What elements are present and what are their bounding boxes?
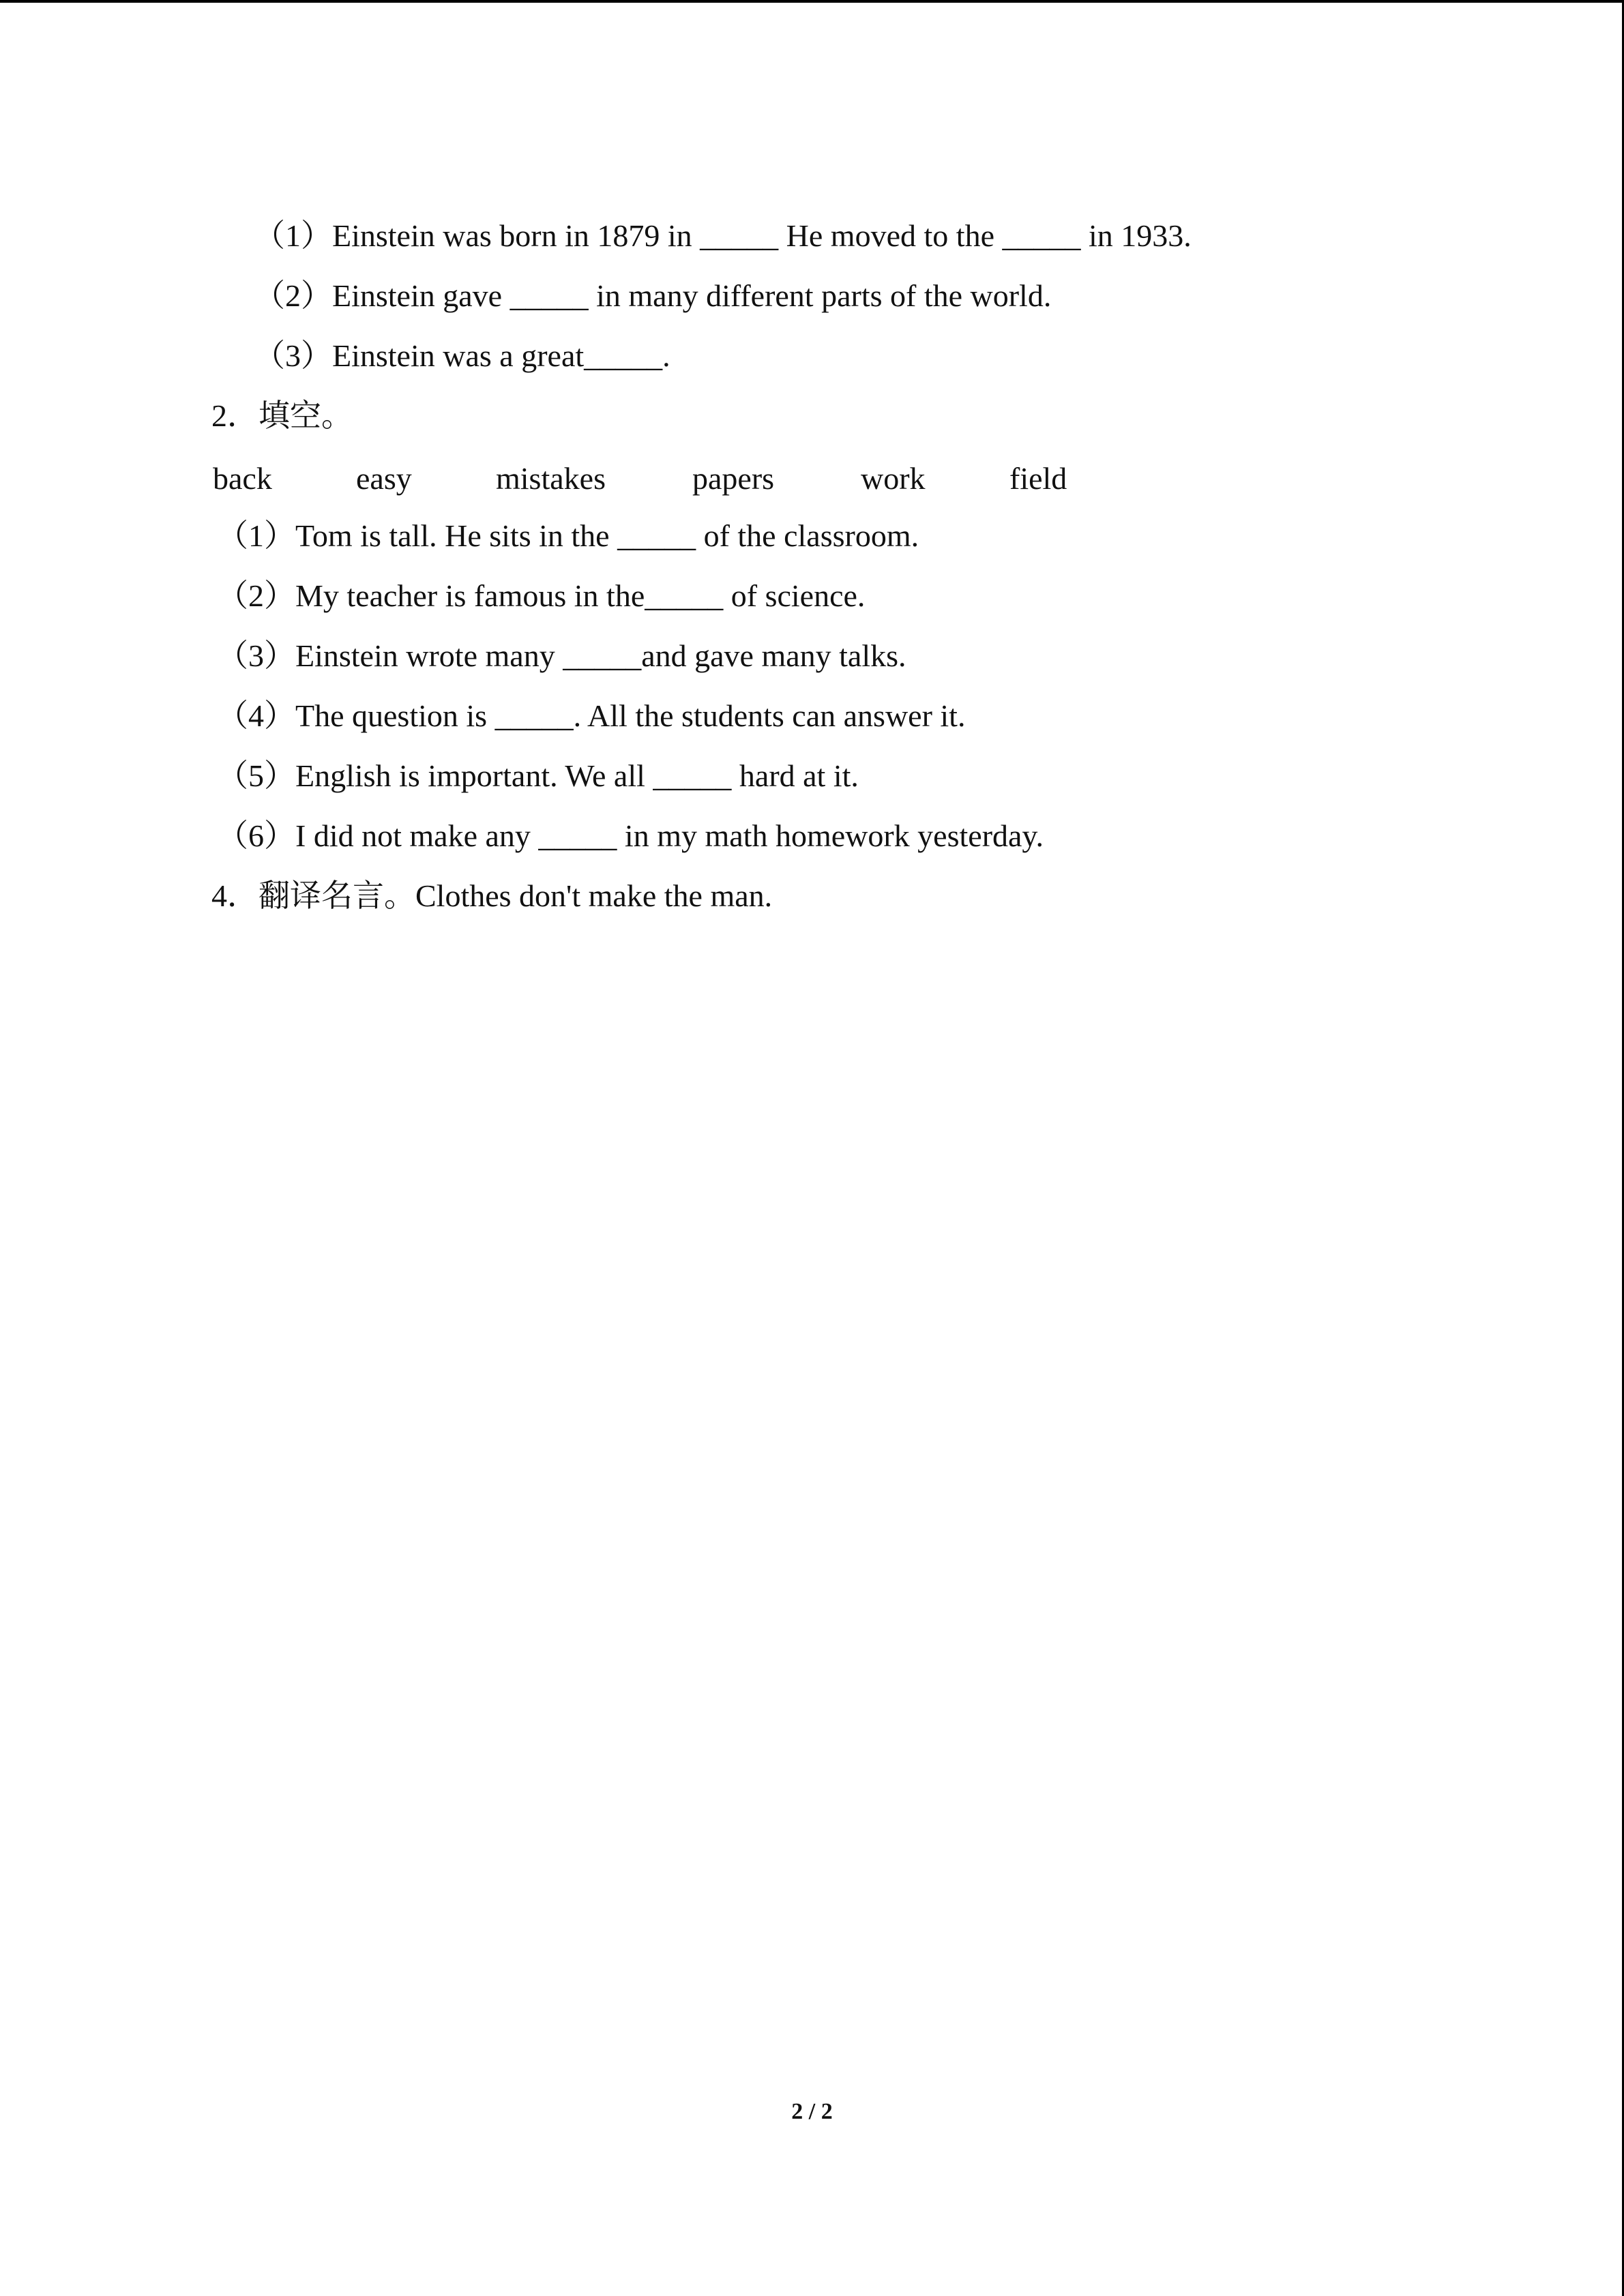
section2-item-3: （3）Einstein wrote many _____and gave many talks. xyxy=(217,638,906,673)
word-bank-item: mistakes xyxy=(496,461,606,496)
part1-item-2: （2）Einstein gave _____ in many different parts of the world. xyxy=(254,278,1052,313)
section2-item-6: （6）I did not make any _____ in my math homework yesterday. xyxy=(217,818,1044,853)
word-bank-item: papers xyxy=(692,461,775,496)
word-bank-item: easy xyxy=(356,461,412,496)
section2-item-1: （1）Tom is tall. He sits in the _____ of the classroom. xyxy=(217,518,919,553)
part1-item-1: （1）Einstein was born in 1879 in _____ He moved to the _____ in 1933. xyxy=(254,218,1192,253)
part1-item-3: （3）Einstein was a great_____. xyxy=(254,338,670,373)
section2-item-2: （2）My teacher is famous in the_____ of science. xyxy=(217,578,866,613)
section2-item-5: （5）English is important. We all _____ hard at it. xyxy=(217,758,859,793)
word-bank-item: work xyxy=(861,461,926,496)
page-number: 2 / 2 xyxy=(791,2099,833,2124)
page-top-border xyxy=(0,0,1624,3)
section2-item-4: （4）The question is _____. All the students can answer it. xyxy=(217,698,966,733)
section4-heading: 4．翻译名言。Clothes don't make the man. xyxy=(211,878,773,913)
word-bank-item: field xyxy=(1009,461,1067,496)
section2-heading: 2．填空。 xyxy=(211,398,353,433)
word-bank-item: back xyxy=(213,461,272,496)
